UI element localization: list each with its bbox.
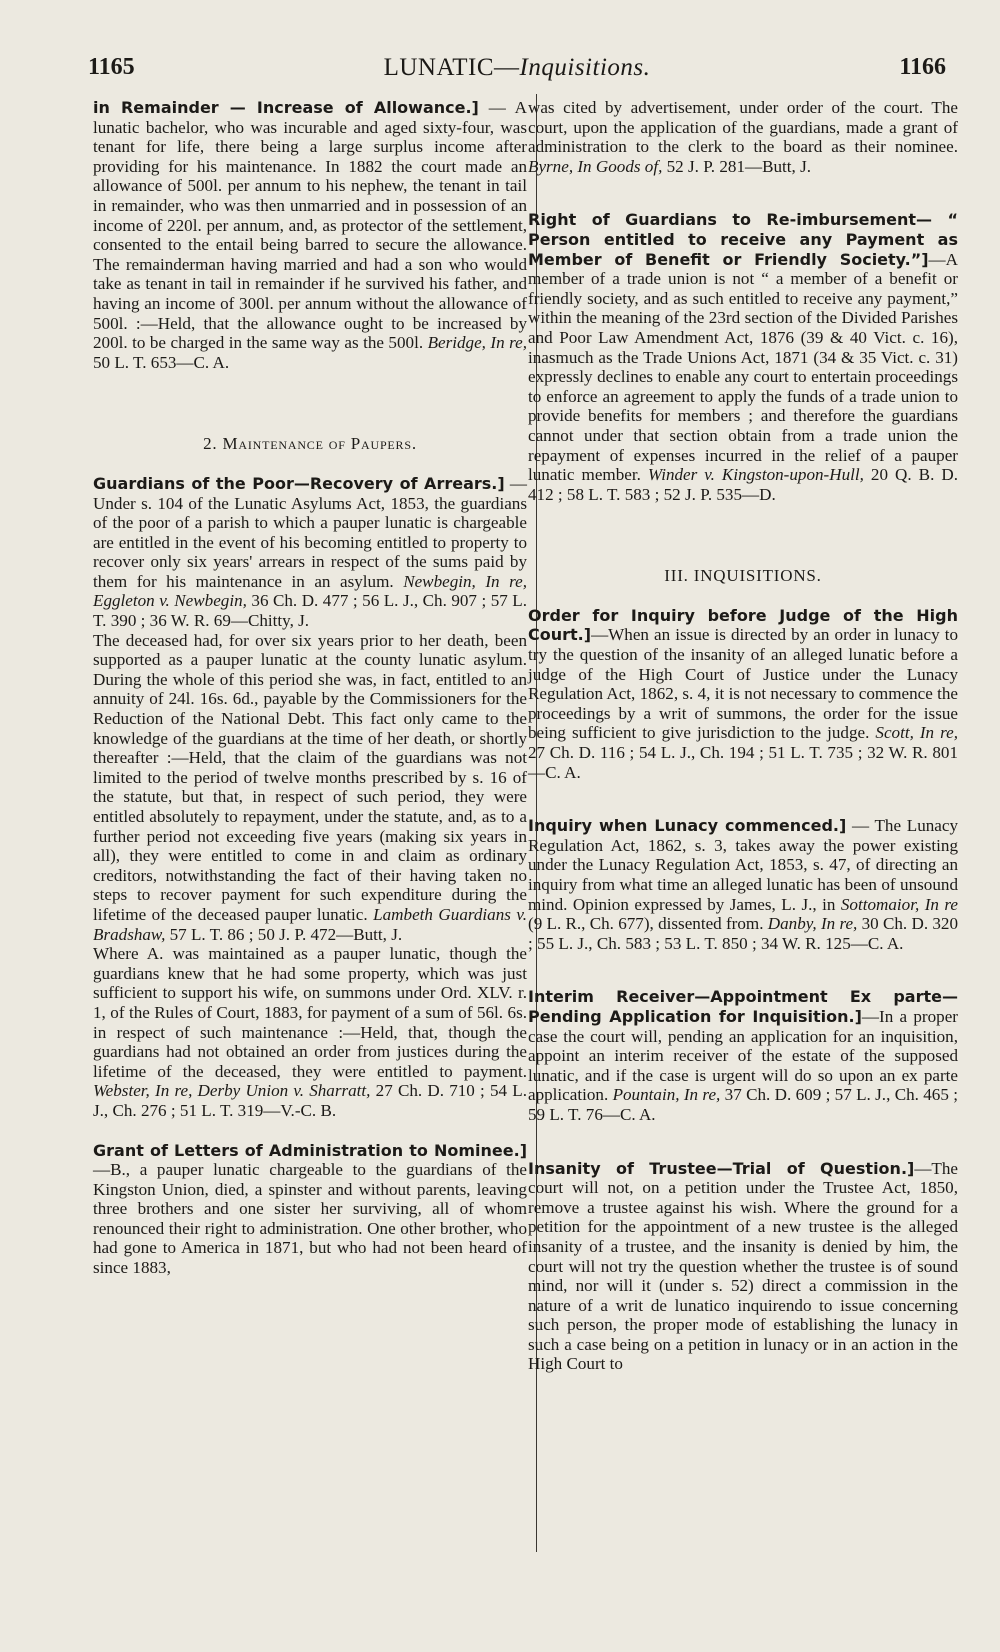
entry-text: —A member of a trade union is not “ a member of a benefit or friendly society, and as such entitled to receive any payment,” within the meaning of the 23rd section of the Divided Parishes and Poor Law Amendment Act, 1876 (39 & 40 Vict. c. 16), inasmuch as the Trade Unions Act, 1871 (34 & 35 Vict. c. 31) expressly declines to enable any court to entertain proceedings to enforce an agreement to apply the funds of a trade union to provide benefits for members ; and therefore the guardians cannot under that section obtain from a trade union the repayment of expenses incurred in the relief of a pauper lunatic member. <box>528 249 958 485</box>
entry-recovery-arrears <box>93 474 527 631</box>
entry-heading: Inquiry when Lunacy commenced.] <box>528 816 847 836</box>
case-citation: Newbegin, In re, Eggleton v. Newbegin, <box>93 571 527 611</box>
case-citation: Danby, In re, <box>767 914 858 934</box>
entry-text: —When an issue is directed by an order in lunacy to try the question of the insanity of an alleged lunatic before a judge of the High Court of Justice under the Lunacy Regulation Act, 1862, s. 4, it is not necessary to commence the proceedings by a writ of summons, the order for the issue being sufficient to give jurisdiction to the judge. <box>528 625 958 743</box>
entry-heading: Interim Receiver—Appointment Ex parte—Pending Application for Inquisition.] <box>528 987 958 1026</box>
report-reference: 20 Q. B. D. 412 ; 58 L. T. 583 ; 52 J. P. 535—D. <box>528 465 958 504</box>
report-reference: 36 Ch. D. 477 ; 56 L. J., Ch. 907 ; 57 L. T. 390 ; 36 W. R. 69—Chitty, J. <box>93 591 527 631</box>
right-page-number: 1166 <box>899 54 946 80</box>
report-reference: 52 J. P. 281—Butt, J. <box>662 156 812 176</box>
case-citation: Lambeth Guardians v. Bradshaw, <box>93 904 527 944</box>
entry-grant-administration <box>93 1141 527 1278</box>
report-reference: 30 Ch. D. 320 ; 55 L. J., Ch. 583 ; 53 L. T. 850 ; 34 W. R. 125—C. A. <box>528 914 959 953</box>
entry-heading: Grant of Letters of Administration to Nominee.] <box>93 1140 527 1160</box>
right-column <box>528 98 958 1374</box>
running-title <box>88 54 946 82</box>
entry-heading: Insanity of Trustee—Trial of Question.] <box>528 1158 915 1178</box>
case-citation: Scott, In re, <box>875 723 958 743</box>
entry-order-inquiry <box>528 606 958 782</box>
page-header <box>88 54 946 94</box>
entry-insanity-trustee <box>528 1159 958 1375</box>
case-citation: Byrne, In Goods of, <box>528 156 663 176</box>
entry-text: (9 L. R., Ch. 677), dissented from. <box>528 914 768 934</box>
section-heading-inquisitions: III. INQUISITIONS. <box>664 566 822 586</box>
entry-heading: Right of Guardians to Re-imbursement— “ Person entitled to receive any Payment as Member of Benefit or Friendly Society.”] <box>528 210 958 269</box>
entry-text: —Under s. 104 of the Lunatic Asylums Act, 1853, the guardians of the poor of a parish to which a pauper lunatic is chargeable are entitled in the event of his becoming entitled to property to recover only six years' arrears in respect of the sums paid by them for his maintenance in an asylum. <box>93 473 527 591</box>
entry-text: —B., a pauper lunatic chargeable to the guardians of the Kingston Union, died, a spinster and without parents, leaving three brothers and one sister her surviving, all of whom renounced their right to administration. One other brother, who had gone to America in 1871, but who had not been heard of since 1883, <box>93 1160 527 1278</box>
entry-increase-allowance <box>93 98 527 372</box>
report-reference: 50 L. T. 653—C. A. <box>93 352 230 372</box>
running-title-italic: Inquisitions. <box>519 54 651 81</box>
entry-heading: Guardians of the Poor—Recovery of Arrears.] <box>93 473 505 493</box>
report-reference: 57 L. T. 86 ; 50 J. P. 472—Butt, J. <box>165 924 403 944</box>
entry-lunacy-commenced <box>528 816 958 953</box>
section-heading-maintenance: 2. Maintenance of Paupers. <box>203 434 417 454</box>
case-citation: Webster, In re, Derby Union v. Sharratt, <box>93 1081 371 1101</box>
left-page-number: 1165 <box>88 54 135 80</box>
entry-text: The deceased had, for over six years prior to her death, been supported as a pauper lunatic at the county lunatic asylum. During the whole of this period she was, in fact, entitled to an annuity of 24l. 16s. 6d., payable by the Commissioners for the Reduction of the National Debt. This fact only came to the knowledge of the guardians at the time of her death, or shortly thereafter :—Held, that the claim of the guardians was not limited to the period of twelve months prescribed by s. 16 of the statute, but that, in respect of such period, they were entitled absolutely to repayment, under the statute, and, as to a further period not exceeding five years (making six years in all), they were entitled to come in and claim as ordinary creditors, notwithstanding the fact of their having taken no steps to recover payment for such expenditure during the lifetime of the deceased pauper lunatic. <box>93 630 527 924</box>
entry-text: —The court will not, on a petition under the Trustee Act, 1850, remove a trustee against his wish. Where the ground for a petition for the appointment of a new trustee is the alleged insanity of a trustee, and the insanity is denied by him, the court will not try the question whether the trustee is of sound mind, nor will it (under s. 52) direct a commission in the nature of a writ de lunatico inquirendo to issue concerning such person, the proper mode of establishing the lunacy in such a case being on a petition in lunacy or in an action in the High Court to <box>528 1158 958 1374</box>
running-title-main: LUNATIC— <box>383 54 520 81</box>
entry-interim-receiver <box>528 987 958 1124</box>
entry-text: —In a proper case the court will, pending an application for an inquisition, appoint an interim receiver of the estate of the supposed lunatic, and if the case is urgent will do so upon an ex parte application. <box>528 1006 958 1105</box>
entry-text: — A lunatic bachelor, who was incurable and aged sixty-four, was tenant for life, there being a large surplus income after providing for his maintenance. In 1882 the court made an allowance of 500l. per annum to his nephew, the tenant in tail in remainder, who was then unmarried and in possession of an income of 220l. per annum, and, as protector of the settlement, consented to the entail being barred to secure the allowance. The remainderman having married and had a son who would take as tenant in tail in remainder if he survived his father, and having an income of 300l. per annum without the allowance of 500l. :—Held, that the allowance ought to be increased by 200l. to be charged in the same way as the 500l. <box>93 98 527 353</box>
report-reference: 37 Ch. D. 609 ; 57 L. J., Ch. 465 ; 59 L. T. 76—C. A. <box>528 1085 958 1124</box>
left-column <box>93 98 527 1278</box>
entry-reimbursement <box>528 210 958 504</box>
entry-text: was cited by advertisement, under order of the court. The court, upon the application of the guardians, made a grant of administration to the clerk to the board as their nominee. <box>528 98 958 157</box>
case-citation: Sottomaior, In re <box>840 894 958 914</box>
case-citation: Pountain, In re, <box>612 1085 721 1105</box>
entry-grant-continued <box>528 98 958 176</box>
case-citation: Winder v. Kingston-upon-Hull, <box>647 465 864 485</box>
entry-heading: Order for Inquiry before Judge of the High Court.] <box>528 605 958 645</box>
report-reference: 27 Ch. D. 116 ; 54 L. J., Ch. 194 ; 51 L. T. 735 ; 32 W. R. 801—C. A. <box>528 743 958 782</box>
entry-maintenance-summons <box>93 944 527 1120</box>
entry-heading: in Remainder — Increase of Allowance.] <box>93 98 479 117</box>
report-reference: 27 Ch. D. 710 ; 54 L. J., Ch. 276 ; 51 L. T. 319—V.-C. B. <box>93 1081 528 1120</box>
entry-text: — The Lunacy Regulation Act, 1862, s. 3, takes away the power existing under the Lunacy Regulation Act, 1853, s. 47, of directing an inquiry from what time an alleged lunatic has been of unsound mind. Opinion expressed by James, L. J., in <box>528 816 959 914</box>
case-citation: Beridge, In re, <box>427 333 527 353</box>
entry-text: Where A. was maintained as a pauper lunatic, though the guardians knew that he had some property, which was just sufficient to support his wife, on summons under Ord. XLV. r. 1, of the Rules of Court, 1883, for payment of a sum of 56l. 6s. in respect of such maintenance :—Held, that, though the guardians had not obtained an order from justices during the lifetime of the deceased, they were entitled to payment. <box>93 944 527 1081</box>
entry-deceased-annuity <box>93 631 527 945</box>
